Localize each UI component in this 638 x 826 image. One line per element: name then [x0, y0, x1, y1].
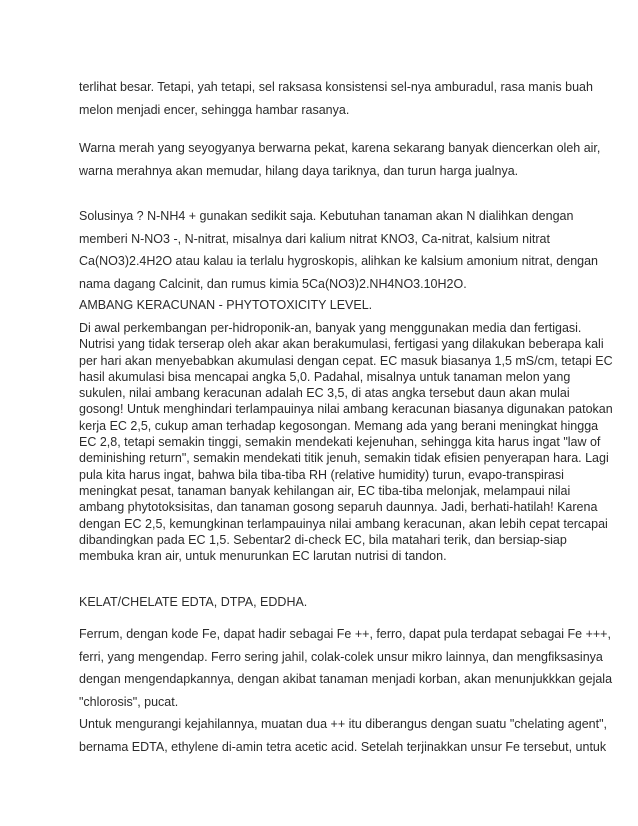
section-heading-chelate: KELAT/CHELATE EDTA, DTPA, EDDHA.	[79, 595, 308, 609]
paragraph-red-color	[79, 137, 601, 182]
text-line: kerja EC 2,5, cukup aman terhadap kegosongan. Memang ada yang berani meningkat hingga	[79, 418, 599, 433]
text-line: Warna merah yang seyogyanya berwarna pekat, karena sekarang banyak diencerkan oleh air,	[79, 141, 601, 155]
text-line: pula kita harus ingat, bahwa bila tiba-tiba RH (relative humidity) turun, evapo-transpirasi	[79, 467, 564, 482]
text-line: melon menjadi encer, sehingga hambar rasanya.	[79, 102, 350, 117]
text-line: ambang phytotoksisitas, dan tanaman gosong separuh daunnya. Jadi, berhati-hatilah! Karena	[79, 500, 598, 515]
text-line: Ca(NO3)2.4H2O atau kalau ia terlalu hygroskopis, alihkan ke kalsium amonium nitrat, dengan	[79, 254, 599, 268]
text-line: meningkat pesat, tanaman banyak kehilangan air, EC tiba-tiba melonjak, melampaui nilai	[79, 483, 571, 498]
text-line: membuka kran air, untuk menurunkan EC larutan nutrisi di tandon.	[79, 549, 447, 564]
text-line: ferri, yang mengendap. Ferro sering jahil, colak-colek unsur mikro lainnya, dan mengfiksasinya	[79, 649, 603, 664]
text-line: Di awal perkembangan per-hidroponik-an, banyak yang menggunakan media dan fertigasi.	[79, 321, 582, 335]
paragraph-melon-texture	[79, 76, 593, 121]
text-line: hasil akumulasi bisa mencapai angka 5,0. Padahal, misalnya untuk tanaman melon yang	[79, 369, 571, 384]
text-line: dibandingkan pada EC 1,5. Sebentar2 di-check EC, bila matahari terik, dan bersiap-siap	[79, 532, 567, 547]
text-line: warna merahnya akan memudar, hilang daya tariknya, dan turun harga jualnya.	[79, 163, 519, 178]
text-line: "chlorosis", pucat.	[79, 694, 179, 709]
section-heading-phytotoxicity: AMBANG KERACUNAN - PHYTOTOXICITY LEVEL.	[79, 298, 373, 312]
text-line: terlihat besar. Tetapi, yah tetapi, sel raksasa konsistensi sel-nya amburadul, rasa manis buah	[79, 80, 593, 94]
text-line: Solusinya ? N-NH4 + gunakan sedikit saja. Kebutuhan tanaman akan N dialihkan dengan	[79, 209, 574, 223]
text-line: Untuk mengurangi kejahilannya, muatan dua ++ itu diberangus dengan suatu "chelating agent",	[79, 717, 607, 731]
text-line: deminishing return", semakin mendekati titik jenuh, semakin tidak efisien penyerapan hara. Lagi	[79, 451, 609, 466]
text-line: gosong! Untuk menghindari terlampauinya nilai ambang keracunan biasanya digunakan patokan	[79, 402, 613, 417]
paragraph-phytotoxicity	[79, 320, 613, 564]
text-line: EC 2,8, tetapi semakin tinggi, semakin mendekati kejenuhan, sehingga kita harus ingat "law of	[79, 435, 601, 450]
text-line: Ferrum, dengan kode Fe, dapat hadir sebagai Fe ++, ferro, dapat pula terdapat sebagai Fe +++,	[79, 627, 611, 641]
text-line: dengan EC 2,5, kemungkinan terlampauinya nilai ambang keracunan, akan lebih cepat tercapai	[79, 516, 608, 531]
text-line: nama dagang Calcinit, dan rumus kimia 5Ca(NO3)2.NH4NO3.10H2O.	[79, 276, 467, 291]
text-line: bernama EDTA, ethylene di-amin tetra acetic acid. Setelah terjinakkan unsur Fe tersebut, untuk	[79, 739, 607, 754]
text-line: Nutrisi yang tidak terserap oleh akar akan berakumulasi, fertigasi yang dilakukan beberapa kali	[79, 337, 604, 352]
paragraph-solution-nitrate	[79, 205, 599, 295]
text-line: sukulen, nilai ambang keracunan adalah EC 3,5, di atas angka tersebut daun akan mulai	[79, 386, 570, 401]
text-line: memberi N-NO3 -, N-nitrat, misalnya dari kalium nitrat KNO3, Ca-nitrat, kalsium nitrat	[79, 231, 550, 246]
paragraph-ferrum-chelate	[79, 623, 613, 758]
text-line: per hari akan menyebabkan akumulasi dengan cepat. EC masuk biasanya 1,5 mS/cm, tetapi EC	[79, 353, 613, 368]
text-line: dengan mengendapkannya, dengan akibat tanaman menjadi korban, akan menunjukkkan gejala	[79, 672, 613, 686]
